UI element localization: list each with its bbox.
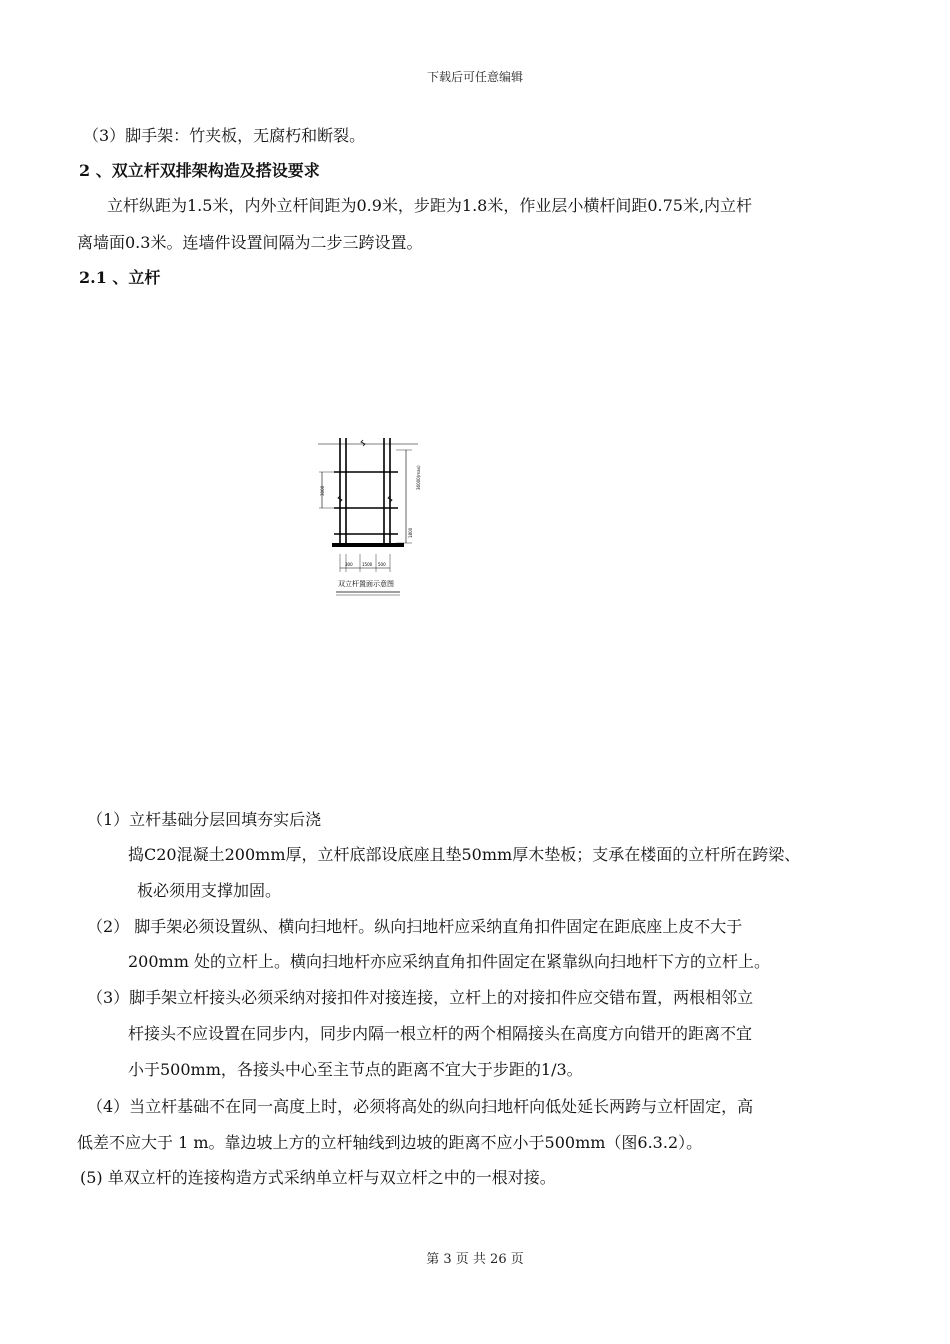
paragraph-line: 立杆纵距为1.5米，内外立杆间距为0.9米，步距为1.8米，作业层小横杆间距0.75米,内立杆 [107,196,753,215]
dim-bottom-3: 500 [378,562,386,567]
list-item-line: （4）当立杆基础不在同一高度上时，必须将高处的纵向扫地杆向低处延长两跨与立杆固定，高 [87,1097,754,1116]
list-item-line: （2） 脚手架必须设置纵、横向扫地杆。纵向扫地杆应采纳直角扣件固定在距底座上皮不大于 [87,917,743,936]
text-line: （3）脚手架：竹夹板，无腐朽和断裂。 [83,126,366,145]
dim-bottom-1: 300 [345,562,353,567]
page-footer: 第 3 页 共 26 页 [426,1252,524,1267]
subsection-heading: 2.1 、立杆 [79,268,161,287]
paragraph-line: 离墙面0.3米。连墙件设置间隔为二步三跨设置。 [77,233,423,252]
list-item-line: 200mm 处的立杆上。横向扫地杆亦应采纳直角扣件固定在紧靠纵向扫地杆下方的立杆上。 [128,952,770,971]
list-item-line: 捣C20混凝土200mm厚，立杆底部设底座且垫50mm厚木垫板；支承在楼面的立杆所在跨梁、 [128,845,801,864]
dim-right-bottom-label: 1800 [408,527,413,538]
dim-bottom-2: 1500 [362,562,373,567]
page-header: 下载后可任意编辑 [426,70,523,84]
figure-caption: 双立杆置面示意图 [338,580,394,588]
section-heading: 2 、双立杆双排架构造及搭设要求 [79,161,320,180]
double-pole-diagram [318,436,421,604]
list-item-line: （3）脚手架立杆接头必须采纳对接扣件对接连接，立杆上的对接扣件应交错布置，两根相邻立 [87,988,754,1007]
list-item-line: (5) 单双立杆的连接构造方式采纳单立杆与双立杆之中的一根对接。 [80,1168,556,1187]
list-item-line: （1）立杆基础分层回填夯实后浇 [87,810,322,829]
dim-left-label: 3000 [320,485,325,496]
list-item-line: 小于500mm，各接头中心至主节点的距离不宜大于步距的1/3。 [128,1060,583,1079]
dim-right-top-label: 36000(max) [416,465,421,490]
list-item-line: 杆接头不应设置在同步内，同步内隔一根立杆的两个相隔接头在高度方向错开的距离不宜 [128,1024,753,1043]
list-item-line: 低差不应大于 1 m。靠边坡上方的立杆轴线到边坡的距离不应小于500mm（图6.3.2）。 [77,1133,703,1152]
list-item-line: 板必须用支撑加固。 [137,881,282,900]
